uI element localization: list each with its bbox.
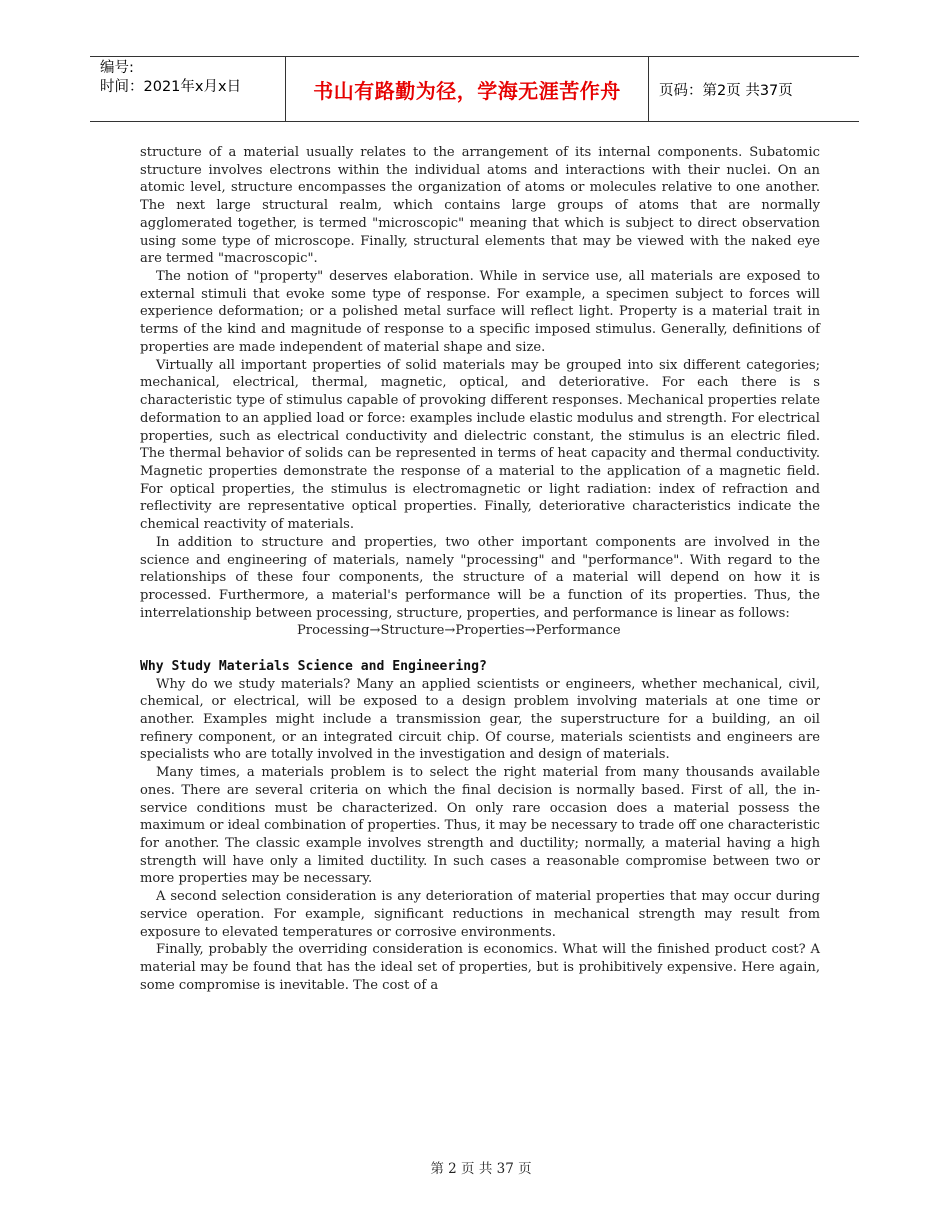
blank-line	[140, 640, 820, 658]
paragraph: The notion of "property" deserves elaboration. While in service use, all materials are exposed to external stimuli that evoke some type of response. For example, a specimen subject to forces will experience deformation; or a polished metal surface will reflect light. Property is a material trait in terms of the kind and magnitude of response to a specific imposed stimulus. Generally, definitions of properties are made independent of material shape and size.	[140, 269, 820, 355]
paragraph: Virtually all important properties of solid materials may be grouped into six different categories; mechanical, electrical, thermal, magnetic, optical, and deteriorative. For each there is s characteristic type of stimulus capable of provoking different responses. Mechanical properties relate deformation to an applied load or force: examples include elastic modulus and strength. For electrical properties, such as electrical conductivity and dielectric constant, the stimulus is an electric filed. The thermal behavior of solids can be represented in terms of heat capacity and thermal conductivity. Magnetic properties demonstrate the response of a material to the application of a magnetic field. For optical properties, the stimulus is electromagnetic or light radiation: index of refraction and reflectivity are representative optical properties. Finally, deteriorative characteristics indicate the chemical reactivity of materials.	[140, 357, 820, 533]
paragraph: structure of a material usually relates to the arrangement of its internal components. Subatomic structure involves electrons within the individual atoms and interactions with their nuclei. On an atomic level, structure encompasses the organization of atoms or molecules relative to one another. The next large structural realm, which contains large groups of atoms that are normally agglomerated together, is termed "microscopic" meaning that which is subject to direct observation using some type of microscope. Finally, structural elements that may be viewed with the naked eye are termed "macroscopic".	[140, 145, 820, 267]
relationship-formula: Processing→Structure→Properties→Performance	[297, 623, 621, 639]
paragraph: In addition to structure and properties, two other important components are involved in the science and engineering of materials, namely "processing" and "performance". With regard to the relationships of these four components, the structure of a material will depend on how it is processed. Furthermore, a material's performance will be a function of its properties. Thus, the interrelationship between processing, structure, properties, and performance is linear as follows:	[140, 534, 820, 621]
page-footer: 第 2 页 共 37 页	[430, 1161, 532, 1177]
document-number-label: 编号:	[100, 60, 134, 76]
header-page-info: 页码：第2页 共37页	[659, 82, 793, 99]
paragraph: A second selection consideration is any deterioration of material properties that may occur during service operation. For example, significant reductions in mechanical strength may result from exposure to elevated temperatures or corrosive environments.	[140, 889, 820, 940]
section-heading: Why Study Materials Science and Engineering?	[140, 658, 487, 674]
document-body	[140, 144, 820, 995]
header-motto: 书山有路勤为径，学海无涯苦作舟	[286, 57, 649, 121]
document-time-label: 时间：2021年x月x日	[100, 79, 242, 95]
paragraph: Finally, probably the overriding consideration is economics. What will the finished product cost? A material may be found that has the ideal set of properties, but is prohibitively expensive. Here again, some compromise is inevitable. The cost of a	[140, 942, 820, 993]
page-header	[90, 56, 859, 122]
paragraph: Many times, a materials problem is to select the right material from many thousands available ones. There are several criteria on which the final decision is normally based. First of all, the in-service conditions must be characterized. On only rare occasion does a material possess the maximum or ideal combination of properties. Thus, it may be necessary to trade off one characteristic for another. The classic example involves strength and ductility; normally, a material having a high strength will have only a limited ductility. In such cases a reasonable compromise between two or more properties may be necessary.	[140, 765, 820, 887]
header-left-cell	[90, 57, 286, 121]
paragraph: Why do we study materials? Many an applied scientists or engineers, whether mechanical, civil, chemical, or electrical, will be exposed to a design problem involving materials at one time or another. Examples might include a transmission gear, the superstructure for a building, an oil refinery component, or an integrated circuit chip. Of course, materials scientists and engineers are specialists who are totally involved in the investigation and design of materials.	[140, 676, 820, 763]
